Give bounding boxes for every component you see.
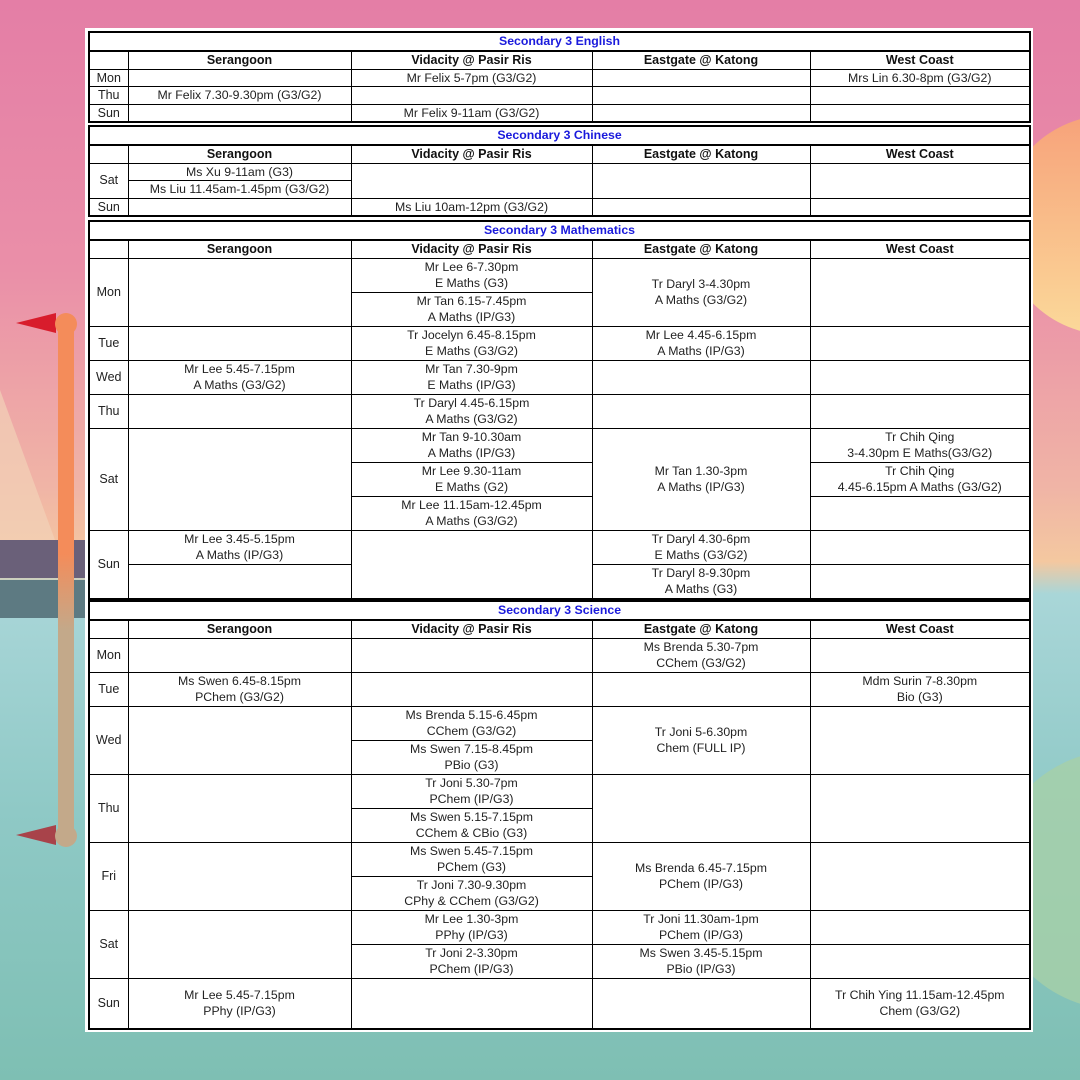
day-label: Sat (89, 163, 128, 198)
science-timetable (88, 600, 1031, 1030)
class-cell (592, 87, 810, 105)
flag-icon (16, 313, 56, 333)
class-teacher-time: Ms Brenda 5.30-7pm (643, 639, 759, 654)
table-row (89, 394, 1030, 428)
class-cell (810, 258, 1030, 326)
class-subject: A Maths (IP/G3) (657, 480, 745, 494)
class-teacher-time: Mr Tan 7.30-9pm (425, 361, 518, 376)
class-teacher-time: Mr Lee 1.30-3pm (424, 911, 519, 926)
class-cell (128, 910, 351, 978)
class-cell (810, 530, 1030, 564)
class-subject: PChem (G3) (436, 860, 506, 874)
class-teacher-time: Ms Brenda 5.15-6.45pm (405, 707, 538, 722)
class-teacher-time: Ms Brenda 6.45-7.15pm (635, 860, 767, 875)
header-westcoast: West Coast (810, 51, 1030, 69)
class-cell (351, 496, 592, 530)
day-label: Sat (89, 910, 128, 978)
class-teacher-time: Mr Tan 6.15-7.45pm (416, 293, 527, 308)
class-cell (351, 978, 592, 1029)
day-label: Wed (89, 360, 128, 394)
day-label: Sat (89, 428, 128, 530)
class-cell (592, 978, 810, 1029)
header-vidacity: Vidacity @ Pasir Ris (351, 620, 592, 638)
class-subject: CPhy & CChem (G3/G2) (404, 894, 539, 908)
header-vidacity: Vidacity @ Pasir Ris (351, 145, 592, 163)
day-label: Mon (89, 638, 128, 672)
class-cell: Ms Liu 11.45am-1.45pm (G3/G2) (128, 181, 351, 199)
class-teacher-time: Mr Lee 9.30-11am (421, 463, 522, 478)
class-cell (592, 672, 810, 706)
table-row (89, 258, 1030, 292)
class-subject: A Maths (G3/G2) (425, 412, 518, 426)
day-label: Thu (89, 394, 128, 428)
class-cell (810, 326, 1030, 360)
table-row (89, 672, 1030, 706)
dock-decoration (0, 540, 90, 578)
class-cell (128, 198, 351, 216)
class-teacher-time: Ms Swen 7.15-8.45pm (409, 741, 534, 756)
header-westcoast: West Coast (810, 620, 1030, 638)
class-cell (351, 740, 592, 774)
class-cell (351, 462, 592, 496)
class-cell (351, 944, 592, 978)
class-subject: A Maths (IP/G3) (195, 548, 284, 562)
class-subject: A Maths (IP/G3) (427, 310, 516, 324)
class-subject: PChem (G3/G2) (195, 690, 284, 704)
header-serangoon: Serangoon (128, 145, 351, 163)
class-cell (128, 978, 351, 1029)
class-teacher-time: Tr Daryl 8-9.30pm (651, 565, 751, 580)
class-teacher-time: Tr Chih Qing (885, 429, 955, 444)
class-cell (128, 638, 351, 672)
day-label: Sun (89, 978, 128, 1029)
section-title: Secondary 3 Chinese (89, 126, 1030, 145)
header-eastgate: Eastgate @ Katong (592, 51, 810, 69)
class-cell (128, 104, 351, 122)
dock-reflection-decoration (0, 580, 90, 618)
class-cell (810, 842, 1030, 910)
class-cell (351, 292, 592, 326)
class-cell (351, 360, 592, 394)
class-teacher-time: Ms Swen 5.45-7.15pm (409, 843, 534, 858)
header-serangoon: Serangoon (128, 51, 351, 69)
class-cell (128, 774, 351, 842)
day-label: Sun (89, 104, 128, 122)
class-teacher-time: Tr Chih Qing (885, 463, 955, 478)
table-row (89, 638, 1030, 672)
day-label: Thu (89, 87, 128, 105)
corner-cell (89, 145, 128, 163)
section-title: Secondary 3 Science (89, 601, 1030, 620)
class-teacher-time: Mr Lee 6-7.30pm (424, 259, 519, 274)
class-cell (128, 564, 351, 599)
class-cell (351, 530, 592, 599)
class-cell (128, 428, 351, 530)
class-cell (810, 944, 1030, 978)
class-cell (128, 69, 351, 87)
class-teacher-time: Tr Daryl 4.30-6pm (651, 531, 751, 546)
header-vidacity: Vidacity @ Pasir Ris (351, 240, 592, 258)
day-label: Sun (89, 530, 128, 599)
class-cell (351, 808, 592, 842)
class-subject: Chem (G3/G2) (879, 1004, 961, 1019)
class-cell (128, 326, 351, 360)
class-subject: Bio (G3) (896, 690, 943, 704)
pole-knob-reflection-decoration (55, 825, 77, 847)
class-teacher-time: Tr Daryl 4.45-6.15pm (413, 395, 530, 410)
class-cell (592, 842, 810, 910)
class-cell (810, 564, 1030, 599)
class-subject: E Maths (G3/G2) (654, 548, 748, 562)
class-subject: PBio (G3) (444, 758, 499, 772)
day-label: Fri (89, 842, 128, 910)
table-row (89, 198, 1030, 216)
table-row (89, 842, 1030, 876)
class-cell: Mr Felix 5-7pm (G3/G2) (351, 69, 592, 87)
header-vidacity: Vidacity @ Pasir Ris (351, 51, 592, 69)
class-cell (592, 638, 810, 672)
section-title: Secondary 3 English (89, 32, 1030, 51)
class-subject: E Maths (G3/G2) (425, 344, 518, 358)
table-row (89, 774, 1030, 808)
class-subject: PChem (IP/G3) (658, 928, 744, 942)
table-row (89, 163, 1030, 181)
class-cell (810, 104, 1030, 122)
class-cell (810, 428, 1030, 462)
class-subject: E Maths (G2) (434, 480, 509, 494)
class-subject: PChem (IP/G3) (429, 962, 514, 976)
class-cell: Mrs Lin 6.30-8pm (G3/G2) (810, 69, 1030, 87)
class-cell (128, 842, 351, 910)
class-cell (810, 360, 1030, 394)
class-cell (351, 163, 592, 198)
class-cell (592, 258, 810, 326)
table-row (89, 910, 1030, 944)
class-subject: Chem (FULL IP) (656, 741, 746, 755)
class-cell (810, 462, 1030, 496)
class-teacher-time: Tr Joni 5.30-7pm (425, 775, 518, 790)
class-cell (810, 706, 1030, 774)
class-cell (592, 326, 810, 360)
class-cell (351, 638, 592, 672)
class-teacher-time: Mr Tan 1.30-3pm (654, 463, 748, 478)
table-row (89, 87, 1030, 105)
sail-decoration (0, 390, 55, 540)
table-row (89, 530, 1030, 564)
class-teacher-time: Ms Swen 5.15-7.15pm (409, 809, 534, 824)
class-cell (810, 394, 1030, 428)
class-cell: Mr Felix 9-11am (G3/G2) (351, 104, 592, 122)
class-cell (128, 258, 351, 326)
class-cell (351, 672, 592, 706)
class-teacher-time: Tr Joni 7.30-9.30pm (416, 877, 527, 892)
corner-cell (89, 51, 128, 69)
class-cell (351, 326, 592, 360)
class-cell (592, 530, 810, 564)
class-cell (592, 360, 810, 394)
table-row (89, 326, 1030, 360)
class-subject: A Maths (IP/G3) (657, 344, 745, 358)
class-cell (128, 706, 351, 774)
day-label: Tue (89, 326, 128, 360)
corner-cell (89, 620, 128, 638)
section-title: Secondary 3 Mathematics (89, 221, 1030, 240)
class-subject: A Maths (G3/G2) (654, 293, 748, 307)
class-subject: PPhy (IP/G3) (203, 1004, 276, 1019)
flag-pole-decoration (58, 322, 74, 837)
table-row (89, 428, 1030, 462)
class-cell (592, 910, 810, 944)
class-cell (810, 638, 1030, 672)
class-cell: Mr Felix 7.30-9.30pm (G3/G2) (128, 87, 351, 105)
class-teacher-time: Tr Joni 11.30am-1pm (643, 911, 759, 926)
class-teacher-time: Tr Joni 2-3.30pm (425, 945, 518, 960)
header-westcoast: West Coast (810, 240, 1030, 258)
corner-cell (89, 240, 128, 258)
class-subject: A Maths (IP/G3) (427, 446, 516, 460)
chinese-timetable (88, 125, 1031, 217)
table-row (89, 69, 1030, 87)
day-label: Mon (89, 69, 128, 87)
class-subject: E Maths (G3) (434, 276, 509, 290)
class-subject: A Maths (G3) (664, 582, 738, 596)
class-subject: A Maths (G3/G2) (193, 378, 286, 392)
class-cell (592, 428, 810, 530)
class-subject: 3-4.30pm E Maths(G3/G2) (847, 446, 993, 460)
class-cell (810, 87, 1030, 105)
class-cell (592, 564, 810, 599)
class-subject: CChem (G3/G2) (426, 724, 517, 738)
class-cell (351, 428, 592, 462)
class-teacher-time: Tr Jocelyn 6.45-8.15pm (407, 327, 536, 342)
class-cell (592, 706, 810, 774)
class-teacher-time: Mr Lee 11.15am-12.45pm (401, 497, 542, 512)
day-label: Sun (89, 198, 128, 216)
day-label: Wed (89, 706, 128, 774)
class-cell (592, 104, 810, 122)
header-serangoon: Serangoon (128, 240, 351, 258)
day-label: Thu (89, 774, 128, 842)
class-subject: E Maths (IP/G3) (427, 378, 516, 392)
class-teacher-time: Mr Lee 4.45-6.15pm (645, 327, 757, 342)
class-cell (810, 496, 1030, 530)
class-cell (351, 842, 592, 876)
class-cell (351, 87, 592, 105)
table-row (89, 104, 1030, 122)
class-cell (810, 163, 1030, 198)
class-cell (351, 706, 592, 740)
class-cell (128, 672, 351, 706)
class-cell (592, 163, 810, 198)
class-cell (351, 258, 592, 292)
class-cell (592, 69, 810, 87)
class-subject: CChem & CBio (G3) (415, 826, 528, 840)
class-cell (810, 198, 1030, 216)
class-cell (128, 394, 351, 428)
class-cell: Ms Liu 10am-12pm (G3/G2) (351, 198, 592, 216)
header-eastgate: Eastgate @ Katong (592, 145, 810, 163)
class-teacher-time: Mr Lee 5.45-7.15pm (184, 987, 295, 1002)
class-cell (810, 774, 1030, 842)
class-cell (592, 944, 810, 978)
class-teacher-time: Mr Lee 3.45-5.15pm (184, 531, 295, 546)
class-cell (128, 530, 351, 564)
day-label: Mon (89, 258, 128, 326)
class-subject: CChem (G3/G2) (656, 656, 746, 670)
header-westcoast: West Coast (810, 145, 1030, 163)
class-teacher-time: Mr Lee 5.45-7.15pm (184, 361, 295, 376)
class-cell (592, 394, 810, 428)
class-cell (810, 672, 1030, 706)
table-row (89, 706, 1030, 740)
table-row (89, 978, 1030, 1029)
class-cell (351, 394, 592, 428)
class-subject: A Maths (G3/G2) (425, 514, 518, 528)
class-cell: Ms Xu 9-11am (G3) (128, 163, 351, 181)
maths-timetable (88, 220, 1031, 600)
class-cell (592, 198, 810, 216)
header-serangoon: Serangoon (128, 620, 351, 638)
class-subject: 4.45-6.15pm A Maths (G3/G2) (837, 480, 1002, 494)
class-cell (351, 876, 592, 910)
class-subject: PChem (IP/G3) (429, 792, 514, 806)
class-cell (592, 774, 810, 842)
class-subject: PBio (IP/G3) (666, 962, 736, 976)
class-teacher-time: Tr Joni 5-6.30pm (654, 724, 748, 739)
class-cell (810, 910, 1030, 944)
class-teacher-time: Tr Chih Ying 11.15am-12.45pm (835, 987, 1005, 1002)
class-cell (351, 774, 592, 808)
day-label: Tue (89, 672, 128, 706)
class-teacher-time: Ms Swen 3.45-5.15pm (639, 945, 763, 960)
table-row (89, 360, 1030, 394)
class-teacher-time: Mr Tan 9-10.30am (421, 429, 522, 444)
class-cell (810, 978, 1030, 1029)
class-cell (128, 360, 351, 394)
header-eastgate: Eastgate @ Katong (592, 620, 810, 638)
class-teacher-time: Mdm Surin 7-8.30pm (862, 673, 978, 688)
class-teacher-time: Tr Daryl 3-4.30pm (651, 276, 751, 291)
class-cell (351, 910, 592, 944)
pole-knob-decoration (55, 313, 77, 335)
english-timetable (88, 31, 1031, 123)
flag-reflection-icon (16, 825, 56, 845)
class-teacher-time: Ms Swen 6.45-8.15pm (177, 673, 302, 688)
class-subject: PPhy (IP/G3) (435, 928, 508, 942)
class-subject: PChem (IP/G3) (658, 877, 744, 891)
header-eastgate: Eastgate @ Katong (592, 240, 810, 258)
